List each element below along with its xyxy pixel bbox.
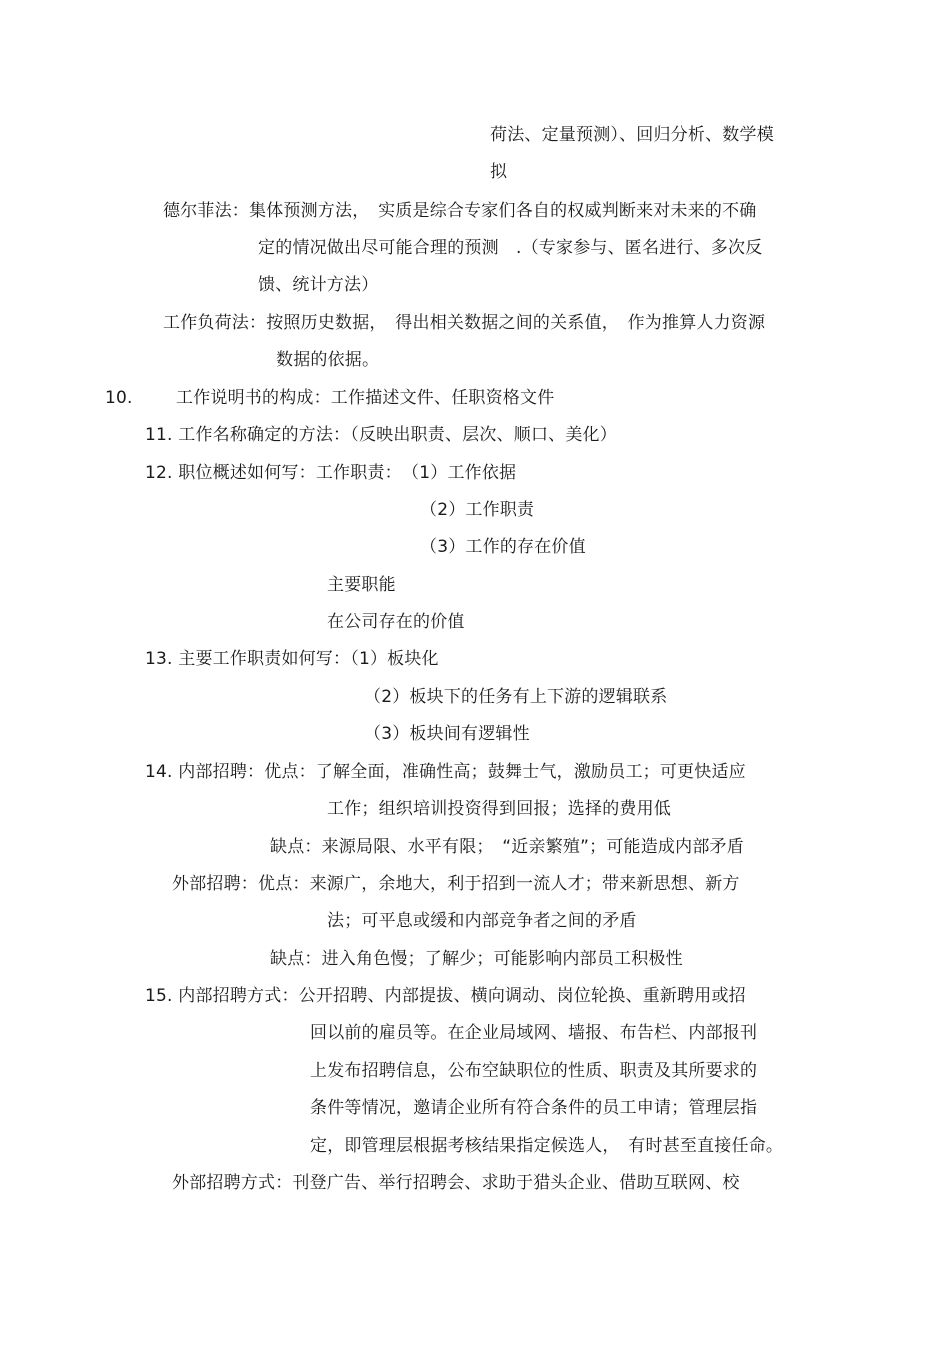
text-line: 回以前的雇员等。在企业局域网、墙报、布告栏、内部报刊 <box>310 1023 758 1043</box>
text-line: 13. 主要工作职责如何写：（1）板块化 <box>145 649 439 669</box>
text-line: 缺点：来源局限、水平有限； “近亲繁殖”；可能造成内部矛盾 <box>270 837 744 857</box>
text-line: 馈、统计方法） <box>258 275 379 295</box>
text-line: （2）板块下的任务有上下游的逻辑联系 <box>364 687 668 707</box>
text-line: 德尔菲法：集体预测方法， 实质是综合专家们各自的权威判断来对未来的不确 <box>163 201 757 221</box>
text-line: 定，即管理层根据考核结果指定候选人， 有时甚至直接任命。 <box>310 1136 784 1156</box>
text-line: 15. 内部招聘方式：公开招聘、内部提拔、横向调动、岗位轮换、重新聘用或招 <box>145 986 746 1006</box>
text-line: 数据的依据。 <box>276 350 380 370</box>
text-line: 上发布招聘信息，公布空缺职位的性质、职责及其所要求的 <box>310 1061 758 1081</box>
text-line: 工作负荷法：按照历史数据， 得出相关数据之间的关系值， 作为推算人力资源 <box>163 313 766 333</box>
text-line: 定的情况做出尽可能合理的预测 .（专家参与、匿名进行、多次反 <box>258 238 763 258</box>
text-line: （2）工作职责 <box>420 500 535 520</box>
text-line: 拟 <box>490 162 508 182</box>
text-line: （3）工作的存在价值 <box>420 537 586 557</box>
item-number: 10. <box>105 388 133 408</box>
text-line: 11. 工作名称确定的方法：（反映出职责、层次、顺口、美化） <box>145 425 617 445</box>
text-line: 条件等情况，邀请企业所有符合条件的员工申请；管理层指 <box>310 1098 758 1118</box>
text-line: 14. 内部招聘：优点：了解全面，准确性高；鼓舞士气，激励员工；可更快适应 <box>145 762 746 782</box>
text-line: 工作；组织培训投资得到回报；选择的费用低 <box>327 799 671 819</box>
text-line: 工作说明书的构成：工作描述文件、任职资格文件 <box>176 388 555 408</box>
text-line: 主要职能 <box>327 575 396 595</box>
text-line: 法；可平息或缓和内部竞争者之间的矛盾 <box>327 911 637 931</box>
text-line: 外部招聘：优点：来源广，余地大，利于招到一流人才；带来新思想、新方 <box>172 874 740 894</box>
text-line: 荷法、定量预测）、回归分析、数学模 <box>490 125 774 145</box>
text-line: 外部招聘方式：刊登广告、举行招聘会、求助于猎头企业、借助互联网、校 <box>172 1173 740 1193</box>
text-line: （3）板块间有逻辑性 <box>364 724 530 744</box>
text-line: 在公司存在的价值 <box>327 612 465 632</box>
text-line: 12. 职位概述如何写：工作职责： （1）工作依据 <box>145 463 517 483</box>
text-line: 缺点：进入角色慢；了解少；可能影响内部员工积极性 <box>270 949 683 969</box>
